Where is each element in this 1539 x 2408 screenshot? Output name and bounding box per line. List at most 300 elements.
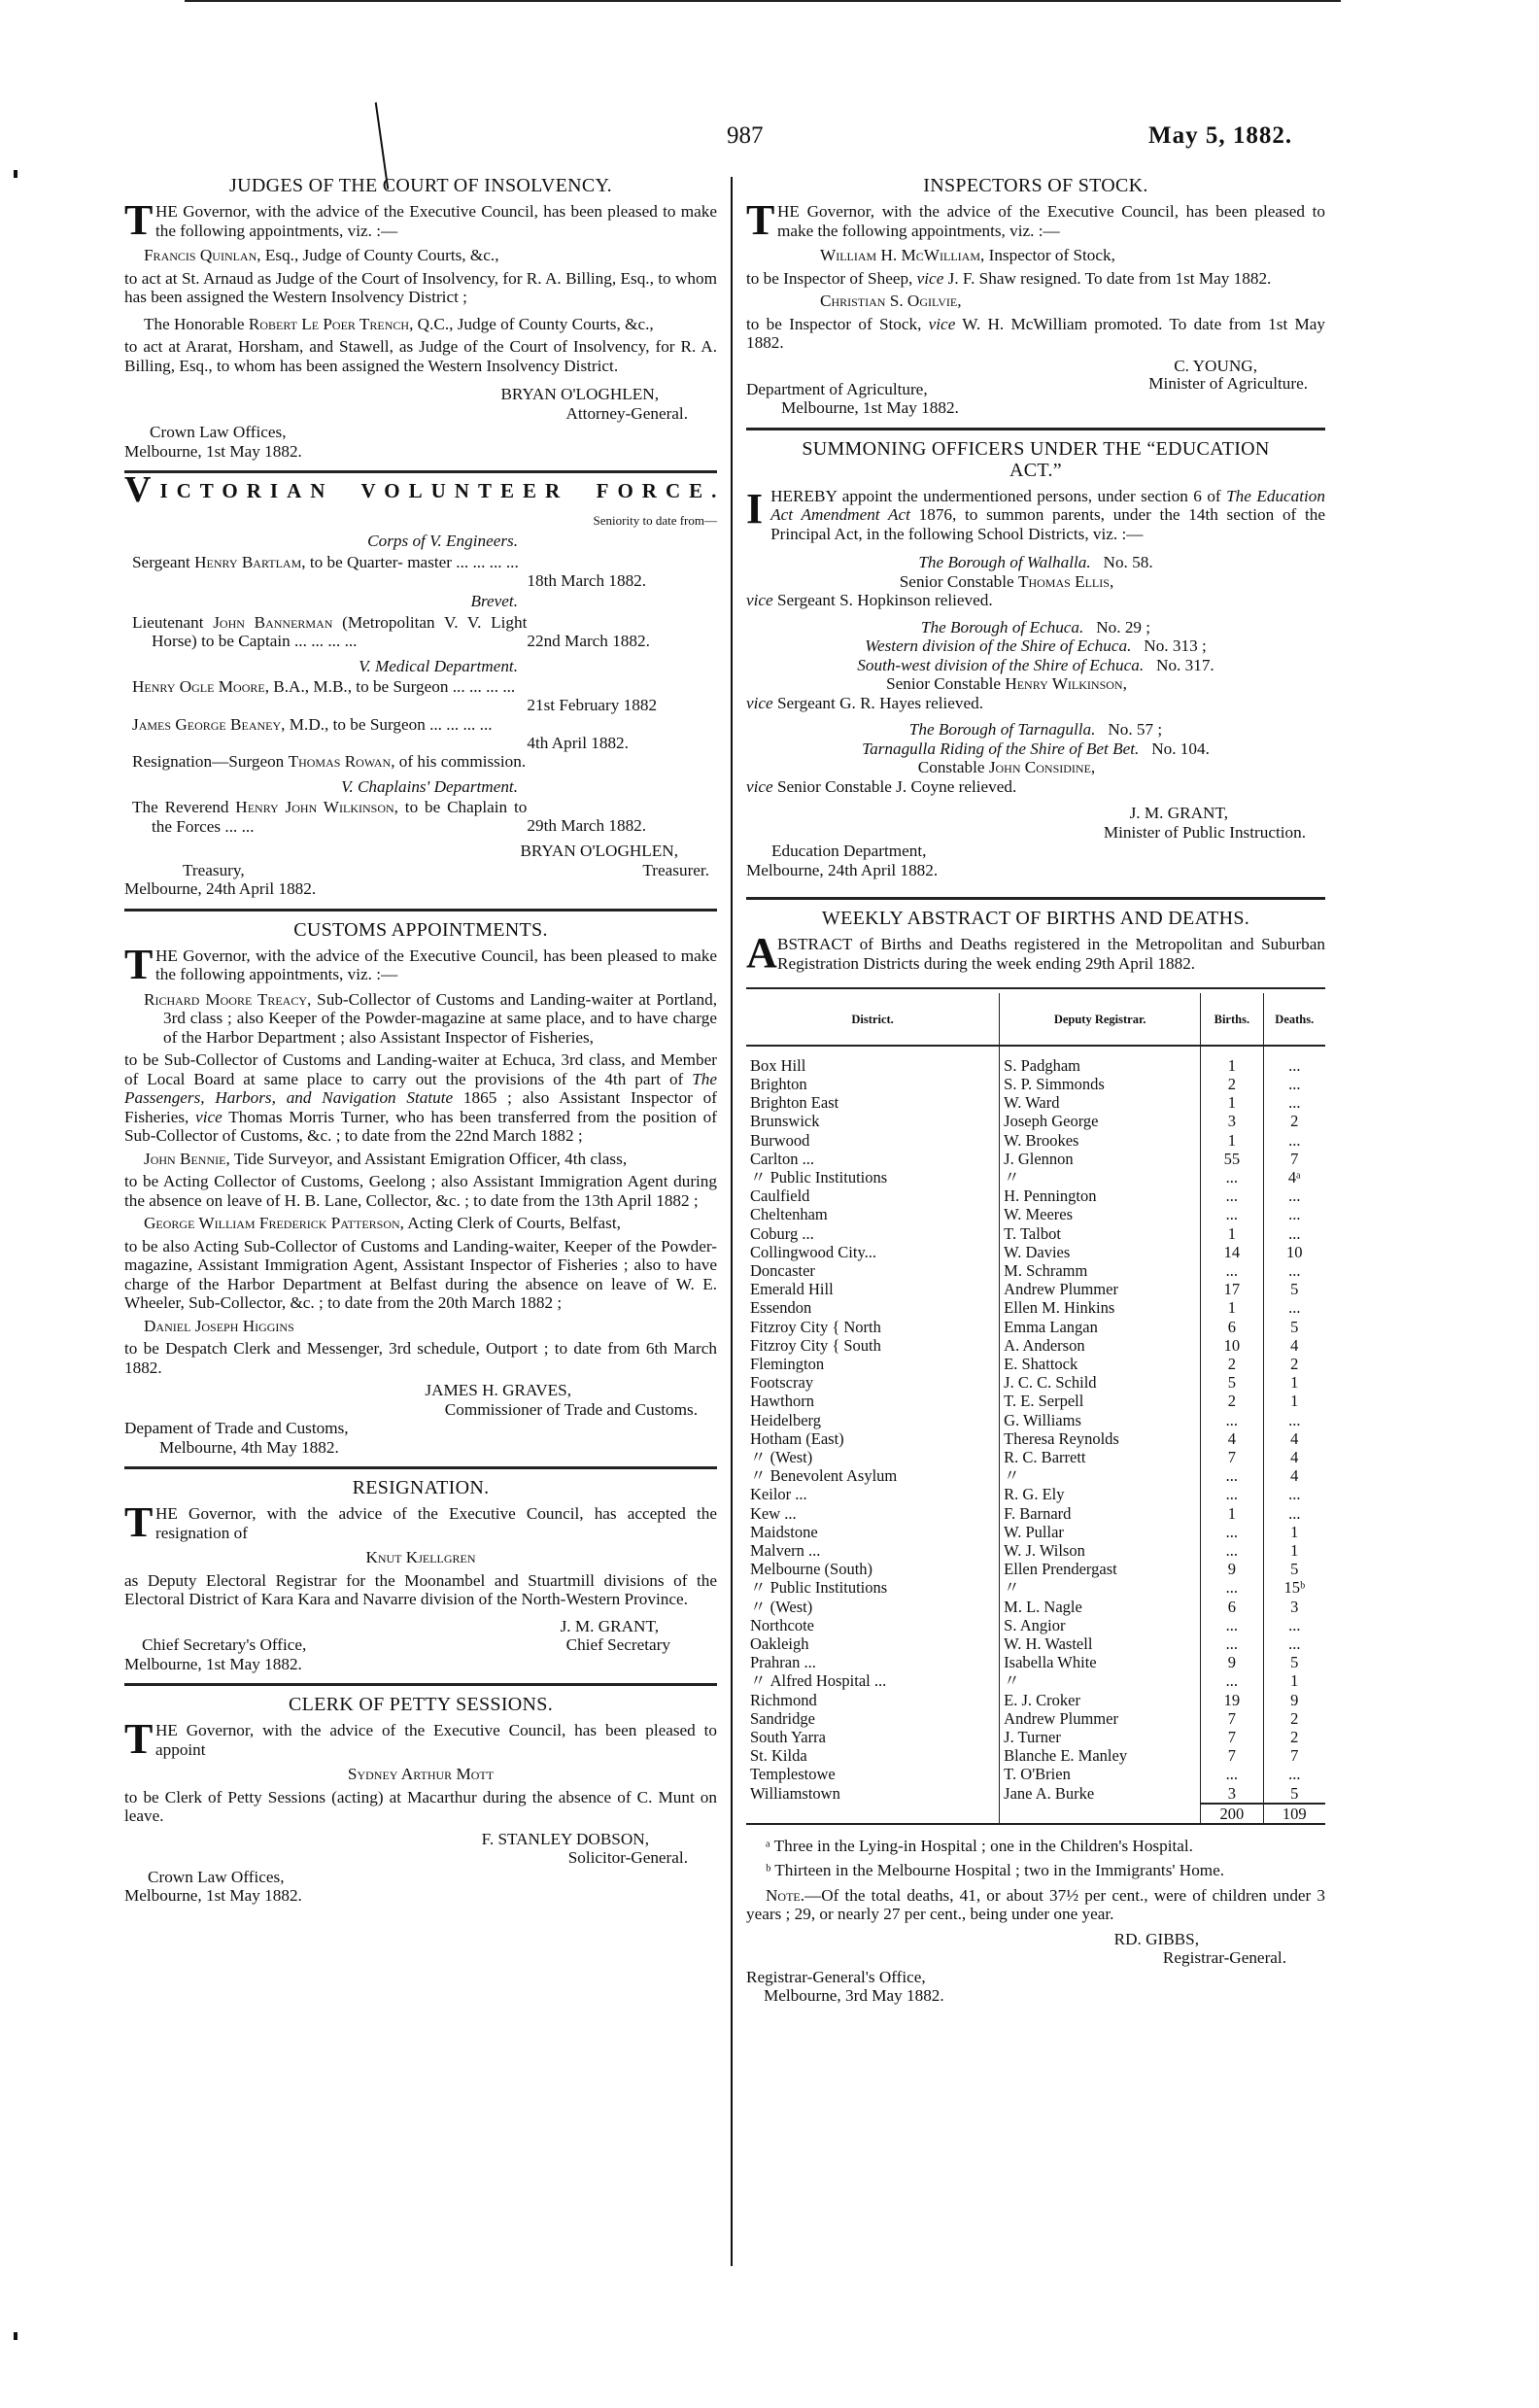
cell-registrar: W. Davies <box>1000 1243 1201 1261</box>
section-rule <box>124 909 717 912</box>
table-row <box>746 1598 1325 1616</box>
total-deaths: 109 <box>1263 1804 1325 1823</box>
department-subhead: Brevet. <box>470 592 518 610</box>
drop-cap: T <box>124 196 154 244</box>
signatory-title: Treasurer. <box>642 860 709 879</box>
intro-text: HE Governor, with the advice of the Executive Council, has been pleased to appoint <box>155 1721 717 1759</box>
appointee-name: Sydney Arthur Mott <box>347 1765 495 1783</box>
table-top-rule <box>746 987 1325 989</box>
table-row <box>746 1298 1325 1317</box>
signatory: C. YOUNG, <box>1174 356 1257 375</box>
cell-deaths: 15ᵇ <box>1283 1578 1306 1598</box>
table-row <box>746 1205 1325 1223</box>
cell-registrar: Ellen M. Hinkins <box>1000 1298 1201 1317</box>
entry-role: , to be Quarter- master ... ... ... ... <box>301 552 519 571</box>
office: Treasury, <box>183 860 245 879</box>
cell-district: Maidstone <box>746 1523 1000 1541</box>
district-name: The Borough of Walhalla. <box>918 553 1091 571</box>
table-row <box>746 1746 1325 1765</box>
cell-district: Oakleigh <box>746 1634 1000 1653</box>
entry-description <box>124 752 527 772</box>
officer-pre: Senior Constable <box>899 571 1018 591</box>
entry-name: James George Beaney <box>132 714 282 734</box>
entry-name: Henry John Wilkinson <box>235 798 394 816</box>
cell-district: Melbourne (South) <box>746 1560 1000 1578</box>
appointment-body: to be also Acting Sub-Collector of Customs and Landing-waiter, Keeper of the Powder-magazine, Assistant Immigration Agent, Assistant Inspector of Fisheries ; also to have charge of the Harbor Department at Belfast during the absence on leave of W. E. Wheeler, Sub-Collector, &c. ; to date from the 20th March 1882 ; <box>124 1236 717 1312</box>
cell-district: Keilor ... <box>746 1485 1000 1503</box>
births-deaths-abstract <box>746 908 1325 2006</box>
table-row <box>746 1150 1325 1168</box>
signatory: BRYAN O'LOGHLEN, <box>500 385 659 403</box>
cell-births: 1 <box>1201 1056 1263 1075</box>
officer-name: Thomas Ellis <box>1017 571 1110 591</box>
table-row <box>746 1448 1325 1466</box>
page-number: 987 <box>727 122 764 149</box>
body-text: 1865 ; also Assistant Inspector of Fisheries, <box>124 1088 717 1126</box>
cell-registrar: J. C. C. Schild <box>1000 1373 1201 1392</box>
cell-registrar: Theresa Reynolds <box>1000 1429 1201 1448</box>
volunteer-entries <box>124 532 717 840</box>
appointee-role: , Acting Clerk of Courts, Belfast, <box>399 1214 621 1232</box>
signatory-title: Chief Secretary <box>565 1635 670 1654</box>
cell-births: ... <box>1201 1187 1263 1205</box>
officer-pre: Senior Constable <box>886 674 1006 693</box>
summoning-officer <box>746 674 1325 694</box>
drop-cap: A <box>746 929 777 977</box>
volunteer-entry <box>124 613 717 655</box>
column-header-district: District. <box>746 993 1000 1046</box>
table-row <box>746 1373 1325 1392</box>
school-district <box>746 720 1325 740</box>
signatory-title: Minister of Agriculture. <box>1148 374 1308 393</box>
cell-district: Brunswick <box>746 1112 1000 1130</box>
volunteer-entry <box>124 677 717 715</box>
cell-district: Richmond <box>746 1691 1000 1709</box>
entry-prefix: Lieutenant <box>132 612 214 632</box>
appointee-name: Robert Le Poer Trench <box>248 314 410 333</box>
cell-deaths: ... <box>1288 1130 1301 1150</box>
cell-deaths: 2 <box>1290 1708 1299 1728</box>
appointment-body: to be Despatch Clerk and Messenger, 3rd schedule, Outport ; to date from 6th March 1882. <box>124 1339 717 1377</box>
signatory-title: Attorney-General. <box>565 403 688 423</box>
cell-births: 7 <box>1201 1728 1263 1746</box>
cell-district: 〃 (West) <box>746 1598 1000 1616</box>
cell-deaths: ... <box>1288 1093 1301 1113</box>
entry-description <box>124 613 527 651</box>
table-row <box>746 1280 1325 1298</box>
cell-deaths: 1 <box>1290 1671 1299 1691</box>
table-row <box>746 1616 1325 1634</box>
table-row <box>746 1355 1325 1373</box>
entry-name: Thomas Rowan <box>288 752 392 771</box>
signatory: J. M. GRANT, <box>1129 804 1228 822</box>
cell-district: 〃 (West) <box>746 1448 1000 1466</box>
school-district-groups <box>746 553 1325 796</box>
section-title: SUMMONING OFFICERS UNDER THE “EDUCATION ACT.” <box>802 437 1270 481</box>
appointment-body: as Deputy Electoral Registrar for the Moonambel and Stuartmill divisions of the Electoral District of Kara Kara and Navarre division of the North-Western Province. <box>124 1570 717 1608</box>
appointee <box>124 246 717 265</box>
table-row <box>746 1523 1325 1541</box>
note-label: Note. <box>766 1885 805 1905</box>
cell-district: Prahran ... <box>746 1653 1000 1671</box>
cell-births: 1 <box>1201 1093 1263 1112</box>
cell-births: ... <box>1201 1205 1263 1223</box>
cell-births: ... <box>1201 1541 1263 1560</box>
school-district <box>746 740 1325 759</box>
cell-registrar: Joseph George <box>1000 1112 1201 1130</box>
table-row <box>746 1728 1325 1746</box>
note-text: —Of the total deaths, 41, or about 37½ per cent., were of children under 3 years ; 29, or nearly 27 per cent., being under one year. <box>746 1885 1325 1924</box>
school-district <box>746 636 1325 656</box>
intro-text: HE Governor, with the advice of the Executive Council, has accepted the resignation of <box>155 1504 717 1542</box>
notice-intro <box>746 196 1325 244</box>
drop-cap: T <box>124 1498 154 1546</box>
signatory-title: Minister of Public Instruction. <box>1103 822 1306 842</box>
cell-births: 1 <box>1201 1298 1263 1317</box>
officer-name: John Considine <box>988 758 1091 776</box>
department-subhead: V. Chaplains' Department. <box>341 776 518 796</box>
cell-births: 7 <box>1201 1448 1263 1466</box>
spacer <box>1139 740 1151 758</box>
table-row <box>746 1336 1325 1355</box>
signature-block <box>124 1635 717 1655</box>
summoning-officer <box>746 758 1325 777</box>
entry-description <box>124 798 527 836</box>
table-row <box>746 1560 1325 1578</box>
school-district <box>746 553 1325 572</box>
place-date: Melbourne, 24th April 1882. <box>124 879 317 898</box>
table-row <box>746 1578 1325 1597</box>
cell-registrar: S. Angior <box>1000 1616 1201 1634</box>
cell-deaths: ... <box>1288 1074 1301 1093</box>
summoning-notice <box>746 438 1325 901</box>
cell-registrar: Emma Langan <box>1000 1318 1201 1336</box>
cell-district: Box Hill <box>746 1056 1000 1075</box>
cell-registrar: Jane A. Burke <box>1000 1784 1201 1804</box>
intro-text: HE Governor, with the advice of the Executive Council, has been pleased to make the following appointments, viz. :— <box>155 202 717 240</box>
body-text: W. H. McWilliam promoted. To date from 1st May 1882. <box>746 314 1325 352</box>
section-rule <box>124 1683 717 1686</box>
judges-notice <box>124 175 717 473</box>
signatory: J. M. GRANT, <box>560 1616 659 1635</box>
entry-role: , of his commission. <box>391 752 527 771</box>
column-divider <box>731 177 733 2266</box>
title-initial: V <box>124 469 160 510</box>
cell-births: 9 <box>1201 1653 1263 1671</box>
district-group <box>746 618 1325 713</box>
cell-district: Northcote <box>746 1616 1000 1634</box>
footnote-a: ᵃ Three in the Lying-in Hospital ; one in the Children's Hospital. <box>766 1836 1193 1855</box>
table-row <box>746 1261 1325 1280</box>
cell-district: Hawthorn <box>746 1392 1000 1410</box>
cell-births: 2 <box>1201 1355 1263 1373</box>
table-row <box>746 1318 1325 1336</box>
notice-intro <box>746 484 1325 544</box>
section-title: RESIGNATION. <box>352 1477 490 1498</box>
table-row <box>746 1784 1325 1804</box>
cell-registrar: W. J. Wilson <box>1000 1541 1201 1560</box>
table-row <box>746 1709 1325 1728</box>
cell-district: Cheltenham <box>746 1205 1000 1223</box>
cell-births: 1 <box>1201 1504 1263 1523</box>
issue-date: May 5, 1882. <box>1148 122 1293 149</box>
cell-registrar: M. Schramm <box>1000 1261 1201 1280</box>
cell-registrar: E. Shattock <box>1000 1355 1201 1373</box>
cell-deaths: 5 <box>1290 1783 1299 1803</box>
district-number: No. 29 ; <box>1096 617 1151 636</box>
table-row <box>746 1765 1325 1783</box>
volunteer-force-notice <box>124 469 726 912</box>
volunteer-entry <box>124 752 717 775</box>
appointee <box>124 1214 717 1233</box>
cell-births: 17 <box>1201 1280 1263 1298</box>
body-text: to be Inspector of Sheep, <box>746 268 917 288</box>
table-row <box>746 1093 1325 1112</box>
officer-name: Henry Wilkinson <box>1005 674 1123 693</box>
appointee-name: William H. McWilliam <box>820 246 981 264</box>
table-row <box>746 1168 1325 1187</box>
cell-district: Emerald Hill <box>746 1280 1000 1298</box>
section-rule <box>124 470 717 473</box>
relieved-officer <box>746 591 1325 610</box>
section-title: JUDGES OF THE COURT OF INSOLVENCY. <box>229 175 612 196</box>
cell-deaths: 9 <box>1290 1690 1299 1709</box>
table-row <box>746 1224 1325 1243</box>
table-row <box>746 1131 1325 1150</box>
summoning-officer <box>746 572 1325 592</box>
abstract-body <box>746 1046 1325 1823</box>
district-number: No. 313 ; <box>1144 636 1207 655</box>
entry-prefix: The Reverend <box>132 798 236 816</box>
cell-registrar: A. Anderson <box>1000 1336 1201 1355</box>
appointee <box>746 292 1325 311</box>
cell-deaths: 5 <box>1290 1653 1299 1672</box>
cell-births: ... <box>1201 1616 1263 1634</box>
cell-district: Fitzroy City { North <box>746 1318 1000 1336</box>
department-subhead: Corps of V. Engineers. <box>367 532 518 550</box>
cell-births: ... <box>1201 1765 1263 1783</box>
appointee-role: , Inspector of Stock, <box>980 246 1115 264</box>
officer-post: , <box>1122 674 1127 693</box>
cell-registrar: W. Meeres <box>1000 1205 1201 1223</box>
entry-name: John Bannerman <box>213 612 333 632</box>
cell-deaths: 7 <box>1290 1746 1299 1766</box>
spacer <box>1131 636 1144 655</box>
section-title: WEEKLY ABSTRACT OF BIRTHS AND DEATHS. <box>821 908 1250 929</box>
place-date: Melbourne, 24th April 1882. <box>746 860 939 879</box>
cell-registrar: F. Barnard <box>1000 1504 1201 1523</box>
cell-births: 5 <box>1201 1373 1263 1392</box>
cell-district: South Yarra <box>746 1728 1000 1746</box>
cell-district: Sandridge <box>746 1709 1000 1728</box>
entry-prefix: Resignation—Surgeon <box>132 752 289 771</box>
appointment-body: to act at St. Arnaud as Judge of the Court of Insolvency, for R. A. Billing, Esq., to whom has been assigned the Western Insolvency District ; <box>124 268 717 306</box>
cell-registrar: J. Turner <box>1000 1728 1201 1746</box>
office: Depament of Trade and Customs, <box>124 1419 349 1437</box>
cell-births: 3 <box>1201 1784 1263 1804</box>
cell-registrar: M. L. Nagle <box>1000 1598 1201 1616</box>
notice-intro <box>124 196 717 244</box>
cell-deaths: ... <box>1288 1634 1301 1653</box>
cell-district: Footscray <box>746 1373 1000 1392</box>
column-header-registrar: Deputy Registrar. <box>1000 993 1201 1046</box>
cell-registrar: 〃 <box>1000 1168 1201 1187</box>
vice-word: vice <box>195 1107 222 1126</box>
table-row <box>746 1671 1325 1690</box>
volunteer-entry <box>124 798 717 840</box>
department-subhead: V. Medical Department. <box>359 656 518 675</box>
table-row <box>746 1653 1325 1671</box>
cell-deaths: ... <box>1288 1260 1301 1280</box>
cell-district: Brighton East <box>746 1093 1000 1112</box>
cell-deaths: ... <box>1288 1765 1301 1784</box>
entry-name: Henry Ogle Moore <box>132 677 265 696</box>
column-header-births: Births. <box>1201 993 1263 1046</box>
cell-district: Kew ... <box>746 1504 1000 1523</box>
cell-births: 19 <box>1201 1691 1263 1709</box>
cell-deaths: 3 <box>1290 1597 1299 1616</box>
place-date: Melbourne, 1st May 1882. <box>781 398 959 417</box>
signatory: RD. GIBBS, <box>1113 1929 1199 1948</box>
notice-intro <box>124 1715 717 1763</box>
cell-deaths: 7 <box>1290 1149 1299 1168</box>
district-number: No. 317. <box>1156 655 1214 674</box>
cell-deaths: 1 <box>1290 1373 1299 1393</box>
appointee-prefix: The Honorable <box>144 314 249 333</box>
cell-registrar: H. Pennington <box>1000 1187 1201 1205</box>
appointee <box>124 1317 717 1336</box>
cell-district: Flemington <box>746 1355 1000 1373</box>
cell-registrar: Andrew Plummer <box>1000 1280 1201 1298</box>
intro-text: HE Governor, with the advice of the Executive Council, has been pleased to make the following appointments, viz. :— <box>155 946 717 983</box>
entry-role: , to be Chaplain to the Forces ... ... <box>152 798 528 836</box>
cell-registrar: W. Brookes <box>1000 1131 1201 1150</box>
district-number: No. 104. <box>1151 739 1210 758</box>
appointee-role: , <box>957 292 962 310</box>
place-date: Melbourne, 1st May 1882. <box>124 1654 302 1673</box>
empty-cell <box>1000 1804 1201 1823</box>
table-row <box>746 1056 1325 1075</box>
signatory: F. STANLEY DOBSON, <box>481 1829 649 1848</box>
appointee-name: Richard Moore Treacy <box>144 989 308 1009</box>
cell-registrar: W. Ward <box>1000 1093 1201 1112</box>
cell-registrar: 〃 <box>1000 1578 1201 1597</box>
mortality-note <box>746 1886 1325 1924</box>
appointee-role: , Sub-Collector of Customs and Landing-waiter at Portland, 3rd class ; also Keeper of the Powder-magazine at same place, and to have charge of the Harbor Department ; also Assistant Inspector of Fisheries, <box>163 989 717 1047</box>
cell-deaths: 4 <box>1290 1466 1299 1486</box>
cell-deaths: ... <box>1288 1485 1301 1504</box>
cell-births: ... <box>1201 1168 1263 1187</box>
table-bottom-rule <box>746 1823 1325 1825</box>
cell-registrar: T. Talbot <box>1000 1224 1201 1243</box>
cell-deaths: ... <box>1288 1205 1301 1224</box>
cell-births: 7 <box>1201 1709 1263 1728</box>
cell-district: Brighton <box>746 1075 1000 1093</box>
intro-text: BSTRACT of Births and Deaths registered in the Metropolitan and Suburban Registration Districts during the week ending 29th April 1882. <box>777 935 1325 973</box>
cell-deaths: 1 <box>1290 1540 1299 1560</box>
abstract-table <box>746 993 1325 1824</box>
cell-deaths: 10 <box>1286 1242 1303 1261</box>
table-row <box>746 1691 1325 1709</box>
section-title: CUSTOMS APPOINTMENTS. <box>293 918 548 941</box>
cell-registrar: T. E. Serpell <box>1000 1392 1201 1410</box>
relieved-text: Sergeant S. Hopkinson relieved. <box>772 591 993 609</box>
table-spacer-row <box>746 1046 1325 1056</box>
resignation-notice <box>124 1477 717 1686</box>
signatory: BRYAN O'LOGHLEN, <box>520 842 678 860</box>
spacer <box>1095 720 1108 739</box>
spacer <box>1083 618 1096 636</box>
cell-district: Coburg ... <box>746 1224 1000 1243</box>
cell-registrar: E. J. Croker <box>1000 1691 1201 1709</box>
cell-births: ... <box>1201 1578 1263 1597</box>
cell-deaths: 4 <box>1290 1335 1299 1355</box>
cell-births: 4 <box>1201 1429 1263 1448</box>
seniority-date: 21st February 1882 <box>527 696 658 714</box>
officer-post: , <box>1090 758 1096 776</box>
signatory-title: Registrar-General. <box>1162 1948 1286 1968</box>
vice-word: vice <box>746 591 773 609</box>
cell-births: ... <box>1201 1671 1263 1690</box>
scan-mark <box>14 2332 17 2340</box>
petty-sessions-notice <box>124 1694 717 1906</box>
cell-district: Carlton ... <box>746 1150 1000 1168</box>
vice-word: vice <box>928 314 956 333</box>
act-title: The Education Act Amendment Act <box>770 486 1325 524</box>
seniority-date: 22nd March 1882. <box>527 631 650 650</box>
entry-description <box>124 677 527 711</box>
cell-district: 〃 Alfred Hospital ... <box>746 1671 1000 1690</box>
cell-district: 〃 Benevolent Asylum <box>746 1466 1000 1485</box>
section-title <box>124 469 726 510</box>
appointee-role: , Esq., Judge of County Courts, &c., <box>256 246 499 264</box>
appointment-body: to be Clerk of Petty Sessions (acting) at Macarthur during the absence of C. Munt on leave. <box>124 1787 717 1825</box>
table-row <box>746 1429 1325 1448</box>
entry-prefix: Sergeant <box>132 552 195 571</box>
seniority-date: 29th March 1882. <box>527 816 647 835</box>
column-header-deaths: Deaths. <box>1263 993 1325 1046</box>
relieved-text: Sergeant G. R. Hayes relieved. <box>772 693 984 712</box>
vice-word: vice <box>746 693 773 712</box>
body-text: Thomas Morris Turner, who has been transferred from the position of Sub-Collector of Customs, &c. ; to date from the 22nd March 1882 ; <box>124 1107 717 1145</box>
district-name: South-west division of the Shire of Echuca. <box>857 655 1145 674</box>
cell-registrar: R. C. Barrett <box>1000 1448 1201 1466</box>
officer-pre: Constable <box>917 758 989 776</box>
district-name: Western division of the Shire of Echuca. <box>865 636 1132 655</box>
appointment-body <box>124 1050 717 1146</box>
cell-births: 1 <box>1201 1131 1263 1150</box>
cell-district: Burwood <box>746 1131 1000 1150</box>
appointee-name: Daniel Joseph Higgins <box>144 1316 294 1335</box>
signatory: JAMES H. GRAVES, <box>425 1381 571 1399</box>
district-group <box>746 720 1325 796</box>
intro-text: HEREBY appoint the undermentioned persons, under section 6 of <box>770 486 1227 505</box>
signature-block <box>124 861 717 880</box>
cell-deaths: 4 <box>1290 1447 1299 1466</box>
entry-role: (Metropolitan V. V. Light Horse) to be Captain ... ... ... ... <box>152 612 528 650</box>
cell-births: ... <box>1201 1523 1263 1541</box>
notice-intro <box>124 1498 717 1546</box>
office: Chief Secretary's Office, <box>142 1635 307 1654</box>
cell-deaths: 1 <box>1290 1392 1299 1411</box>
cell-births: 10 <box>1201 1336 1263 1355</box>
top-rule <box>185 0 1341 2</box>
district-number: No. 58. <box>1103 553 1153 571</box>
cell-registrar: T. O'Brien <box>1000 1765 1201 1783</box>
table-row <box>746 1485 1325 1503</box>
table-row <box>746 1466 1325 1485</box>
school-district <box>746 618 1325 637</box>
